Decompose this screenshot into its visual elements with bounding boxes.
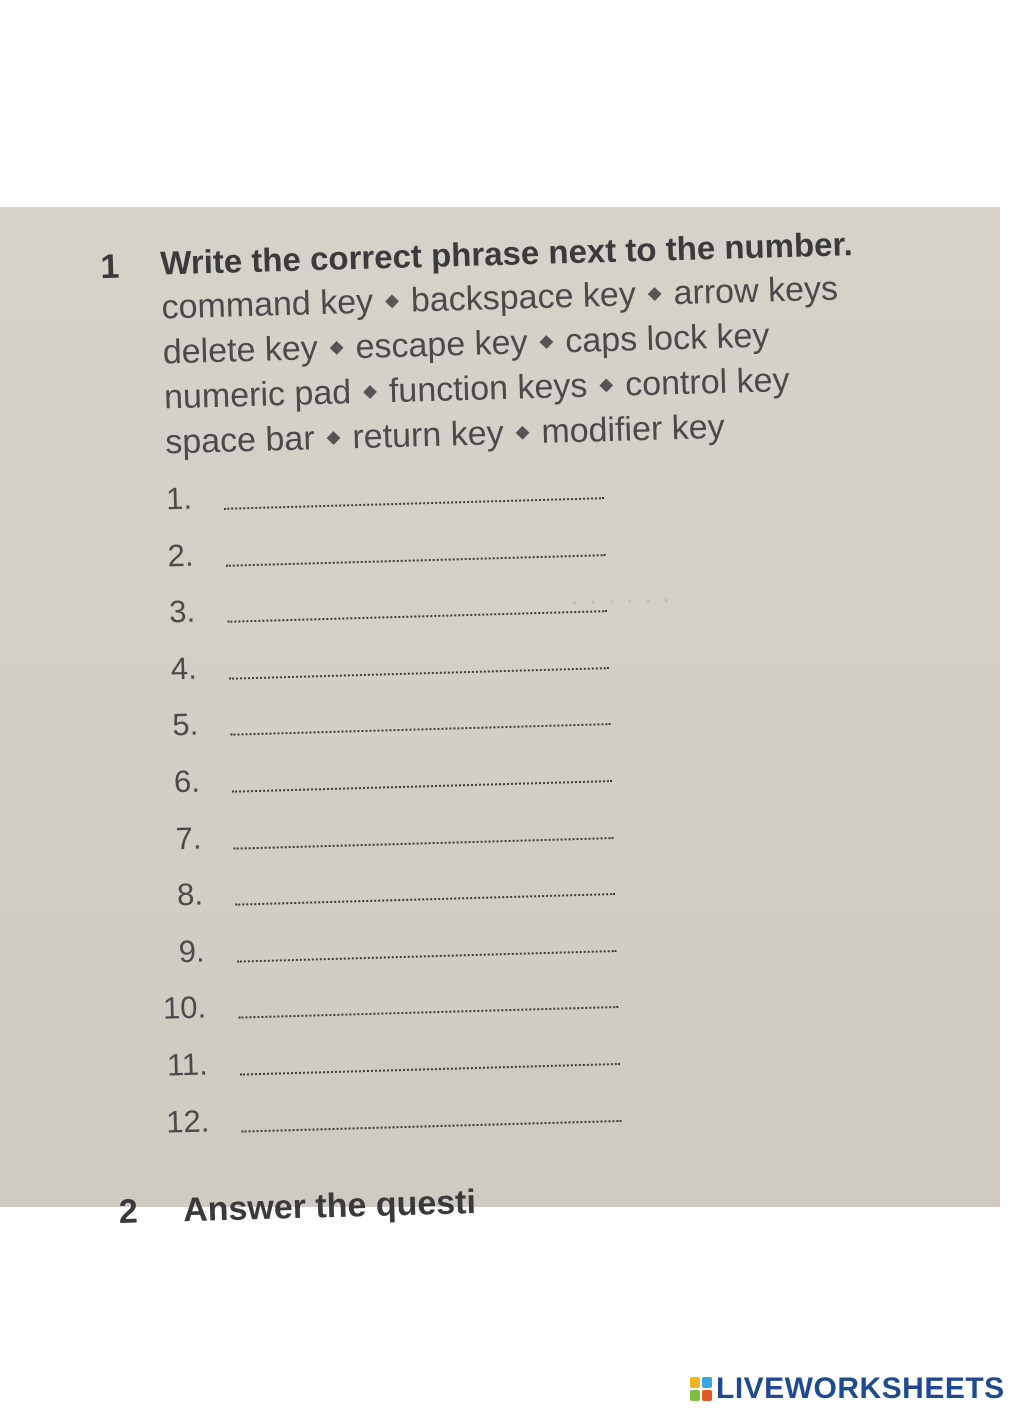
answer-blank-line[interactable] [242, 1120, 622, 1133]
answer-number: 9. [178, 933, 206, 970]
logo-wordmark: LIVEWORKSHEETS [716, 1372, 1005, 1405]
answer-blank-line[interactable] [238, 1006, 618, 1019]
logo-badge-icon [690, 1377, 712, 1401]
phrase-item: escape key [355, 323, 529, 367]
logo-badge-cell [690, 1390, 700, 1401]
answer-blank-line[interactable] [230, 723, 610, 736]
phrase-item: arrow keys [673, 269, 839, 313]
answer-blank-line[interactable] [226, 554, 606, 567]
answer-row [126, 469, 627, 529]
exercise-number: 1 [99, 247, 120, 287]
worksheet-photo [0, 207, 1000, 1232]
logo-badge-cell [690, 1377, 700, 1388]
answer-number: 8. [176, 876, 204, 913]
answer-blank-line[interactable] [240, 1063, 620, 1076]
answer-row [142, 1034, 643, 1094]
phrase-item: backspace key [410, 275, 637, 320]
diamond-separator-icon: ◆ [515, 420, 530, 442]
answer-number: 5. [171, 707, 199, 743]
answer-row [136, 808, 637, 868]
exercise-2-heading [118, 1183, 476, 1232]
bleed-through-text: · · · · · · [569, 582, 672, 619]
answer-number: 12. [165, 1103, 210, 1140]
worksheet-page [0, 193, 1027, 1232]
exercise-instruction: Write the correct phrase next to the number. [159, 225, 854, 282]
answer-number: 4. [170, 650, 198, 687]
answer-row [131, 638, 632, 698]
diamond-separator-icon: ◆ [329, 335, 344, 357]
answer-row [141, 978, 642, 1038]
answer-row [139, 921, 640, 981]
answer-blank-line[interactable] [232, 780, 612, 793]
answer-number: 10. [162, 989, 207, 1027]
diamond-separator-icon: ◆ [362, 380, 378, 401]
answer-blank-line[interactable] [224, 497, 604, 510]
phrase-item: caps lock key [564, 316, 770, 361]
exercise-2-number: 2 [118, 1192, 139, 1232]
logo-badge-cell [702, 1377, 712, 1388]
answer-number: 3. [168, 593, 196, 630]
exercise-2-title: Answer the questi [182, 1183, 477, 1230]
logo-badge-cell [702, 1390, 712, 1401]
answer-row [133, 695, 634, 755]
answer-blank-line[interactable] [237, 950, 617, 963]
diamond-separator-icon: ◆ [647, 282, 662, 303]
answer-number: 2. [167, 537, 194, 573]
phrase-line [165, 408, 725, 463]
phrase-item: control key [624, 360, 791, 404]
answer-number: 1. [165, 480, 193, 517]
answer-number: 7. [175, 820, 202, 856]
answer-row [144, 1091, 645, 1151]
phrase-item: space bar [164, 419, 316, 462]
phrase-item: function keys [388, 366, 588, 411]
answer-row [134, 751, 635, 811]
phrase-item: modifier key [540, 407, 726, 451]
diamond-separator-icon: ◆ [598, 373, 614, 394]
answer-blank-line[interactable] [235, 893, 615, 906]
answer-number: 11. [166, 1046, 209, 1083]
answer-row [137, 865, 638, 925]
diamond-separator-icon: ◆ [539, 330, 554, 351]
diamond-separator-icon: ◆ [384, 289, 400, 310]
answer-blank-line[interactable] [229, 667, 609, 680]
phrase-item: return key [351, 413, 505, 457]
phrase-item: command key [161, 282, 374, 327]
diamond-separator-icon: ◆ [326, 426, 341, 447]
phrase-item: numeric pad [163, 373, 352, 417]
phrase-item: delete key [162, 329, 319, 372]
answer-number: 6. [173, 763, 201, 800]
answer-blank-line[interactable] [234, 837, 614, 850]
answer-row [130, 582, 631, 642]
answer-blank-line[interactable] [227, 610, 607, 623]
liveworksheets-logo [690, 1374, 1005, 1404]
answer-row [128, 525, 629, 585]
